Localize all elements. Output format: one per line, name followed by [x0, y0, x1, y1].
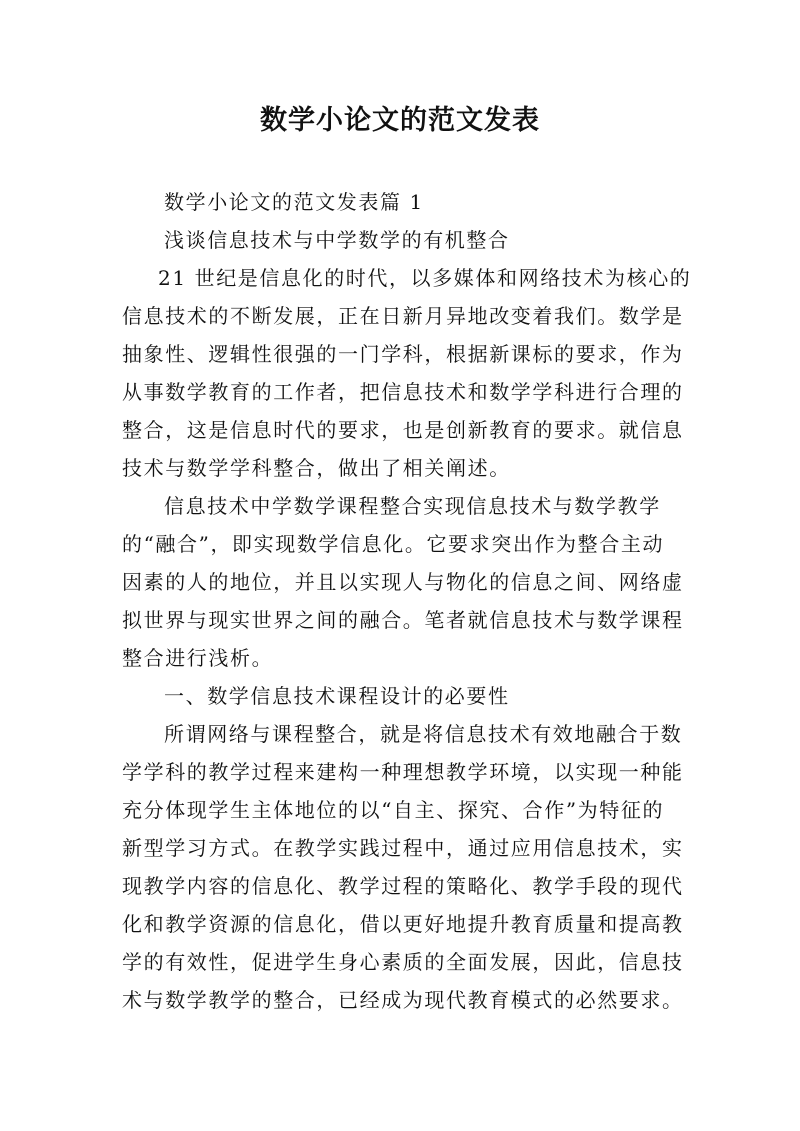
text-line: 抽象性、逻辑性很强的一门学科，根据新课标的要求，作为: [122, 342, 684, 366]
text-line: 的“融合”，即实现数学信息化。它要求突出作为整合主动: [122, 532, 665, 556]
document-body: [122, 183, 692, 1019]
text-line: 拟世界与现实世界之间的融合。笔者就信息技术与数学课程: [122, 608, 684, 632]
text-line: 术与数学教学的整合，已经成为现代教育模式的必然要求。: [122, 988, 684, 1012]
text-line: 信息技术中学数学课程整合实现信息技术与数学教学: [164, 494, 661, 518]
text-line: 信息技术的不断发展，正在日新月异地改变着我们。数学是: [122, 304, 684, 328]
text-line: 现教学内容的信息化、教学过程的策略化、教学手段的现代: [122, 874, 684, 898]
text-line: 学学科的教学过程来建构一种理想教学环境，以实现一种能: [122, 760, 684, 784]
text-line: 化和教学资源的信息化，借以更好地提升教育质量和提高教: [122, 912, 684, 936]
text-line: 所谓网络与课程整合，就是将信息技术有效地融合于数: [164, 722, 683, 746]
document-title: 数学小论文的范文发表: [260, 105, 540, 136]
text-line: 从事数学教育的工作者，把信息技术和数学学科进行合理的: [122, 380, 684, 404]
text-line: 学的有效性，促进学生身心素质的全面发展，因此，信息技: [122, 950, 684, 974]
text-line: 整合进行浅析。: [122, 646, 274, 670]
text-line: 充分体现学生主体地位的以“自主、探究、合作”为特征的: [122, 798, 665, 822]
text-line: 整合，这是信息时代的要求，也是创新教育的要求。就信息: [122, 418, 684, 442]
text-line: 21 世纪是信息化的时代，以多媒体和网络技术为核心的: [158, 266, 692, 290]
text-line: 新型学习方式。在教学实践过程中，通过应用信息技术，实: [122, 836, 684, 860]
text-line: 一、数学信息技术课程设计的必要性: [164, 684, 510, 708]
text-line: 技术与数学学科整合，做出了相关阐述。: [122, 456, 511, 480]
text-line: 数学小论文的范文发表篇 1: [164, 190, 424, 214]
text-line: 浅谈信息技术与中学数学的有机整合: [164, 228, 510, 252]
text-line: 因素的人的地位，并且以实现人与物化的信息之间、网络虚: [122, 570, 684, 594]
